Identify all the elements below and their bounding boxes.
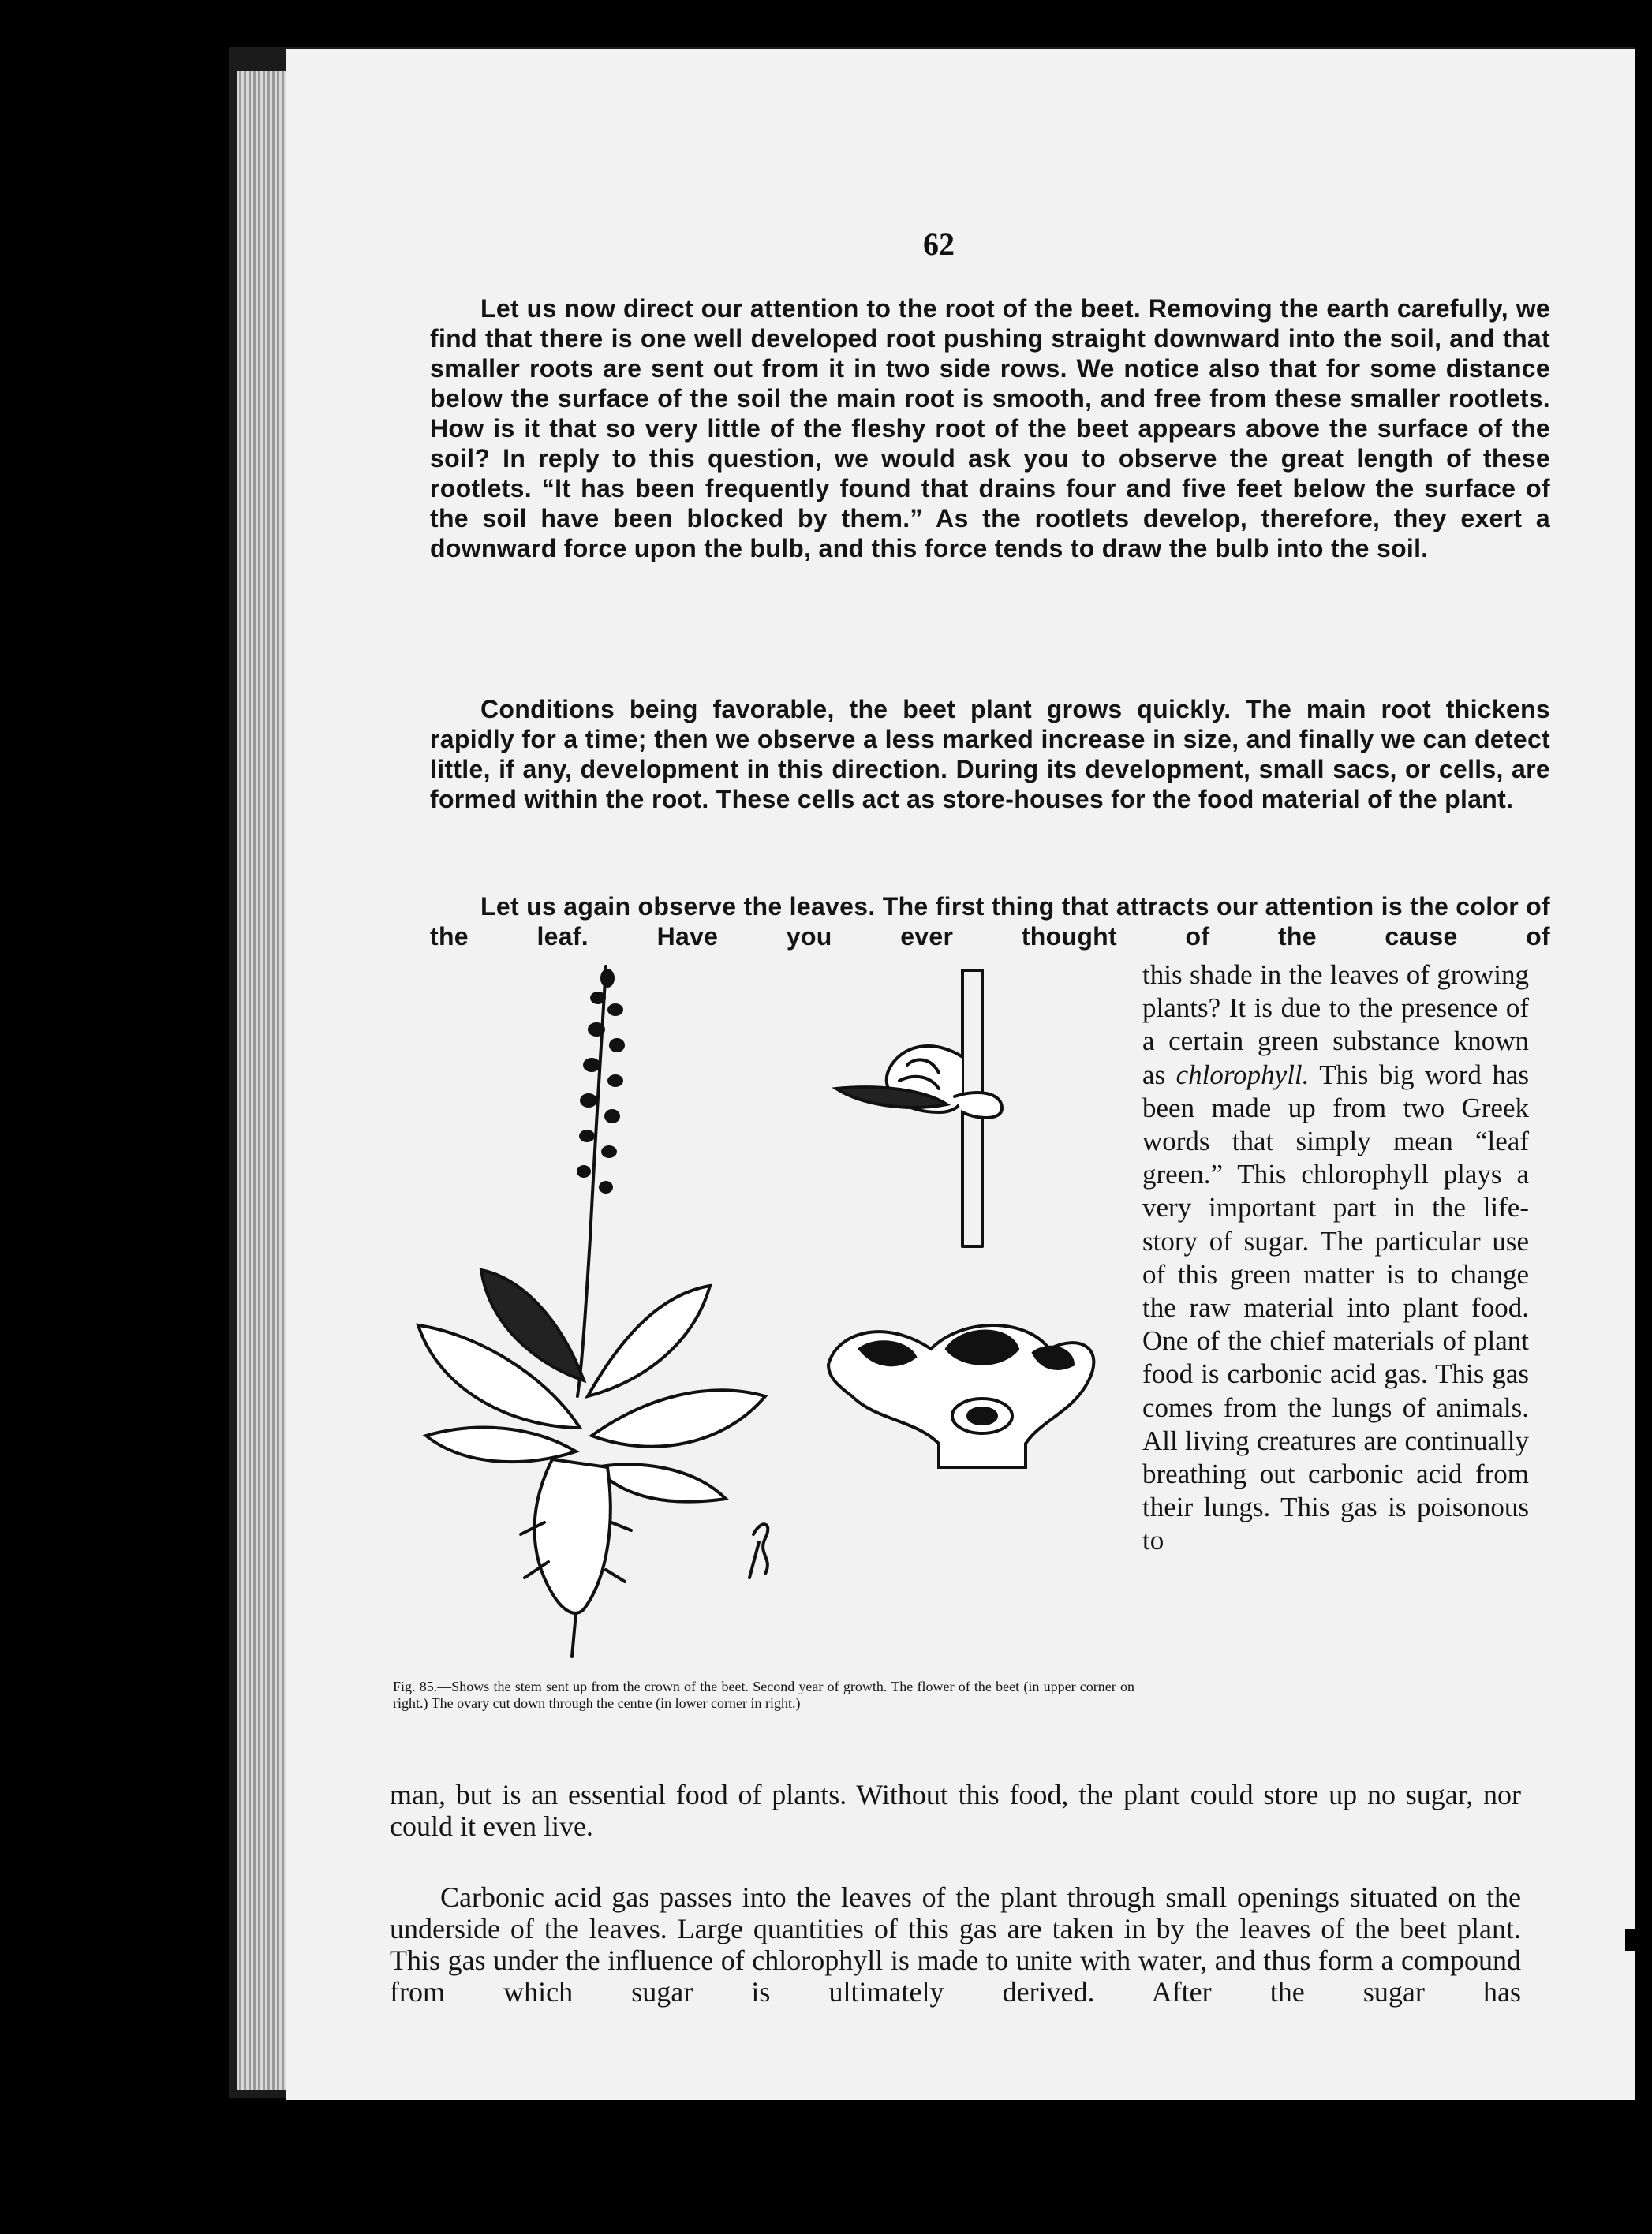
paragraph-text: Let us now direct our attention to the root of the beet. Removing the earth carefully, we find that there is one well developed root pushing straight downward into the soil, and that smaller roots are sent out from it in two side rows. We notice also that for some distance below the surface of the soil the main root is smooth, and free from these smaller rootlets. How is it that so very little of the fleshy root of the beet appears above the surface of the soil? In reply to this question, we would ask you to observe the great length of these rootlets. “It has been frequently found that drains four and five feet below the surface of the soil have been blocked by them.” As the rootlets develop, therefore, they exert a downward force upon the bulb, and this force tends to draw the bulb into the soil. (430, 294, 1550, 562)
scan-marker (1625, 1929, 1652, 1951)
taproot (572, 1613, 576, 1657)
paragraph-text: man, but is an essential food of plants. Without this food, the plant could store up no sugar, nor could it even live. (390, 1779, 1521, 1842)
side-text-before: this shade in the leaves of growing plants? It is due to the presence of a certain green substance known as (1142, 959, 1529, 1090)
scan-border (1635, 47, 1652, 2098)
paragraph-text: Conditions being favorable, the beet plant grows quickly. The main root thickens rapidly for a time; then we observe a less marked increase in size, and finally we can detect little, if any, development in this direction. During its development, small sacs, or cells, are formed within the root. These cells act as store-houses for the food material of the plant. (430, 695, 1550, 813)
paragraph-conditions (430, 694, 1550, 814)
page-number: 62 (923, 226, 955, 262)
leaf-lower-right (596, 1464, 726, 1501)
paragraph-leaves (430, 891, 1550, 951)
paragraph-text: Carbonic acid gas passes into the leaves of the plant through small openings situated on the underside of the leaves. Large quantities of this gas are taken in by the leaves of the beet plant. This gas under the influence of chlorophyll is made to unite with water, and thus form a compound from which sugar is ultimately derived. After the sugar has (390, 1881, 1521, 2008)
side-text-after: This big word has been made up from two Greek words that simply mean “leaf green.” This chlorophyll plays a very important part in the life-story of sugar. The particular use of this green matter is to change the raw material into plant food. One of the chief materials of plant food is carbonic acid gas. This gas comes from the lungs of animals. All living creatures are continually breathing out carbonic acid from their lungs. This gas is poisonous to (1142, 1059, 1529, 1556)
figure-caption: Fig. 85.—Shows the stem sent up from the crown of the beet. Second year of growth. The flower of the beet (in upper corner on right.) The ovary cut down through the centre (in lower corner in right.) (393, 1679, 1134, 1711)
paragraph-root-of-beet (430, 293, 1550, 563)
paragraph-continuation (390, 1779, 1521, 1842)
page-stack-edges (237, 71, 288, 2090)
beet-figure-svg (394, 954, 1152, 1664)
paragraph-carbonic-acid (390, 1881, 1521, 2008)
leaf-lower-left (426, 1428, 576, 1463)
artist-monogram (749, 1524, 768, 1578)
beet-root (535, 1459, 611, 1613)
side-column-text (1142, 958, 1529, 1558)
leaf-right-top (588, 1286, 710, 1396)
paragraph-text: Let us again observe the leaves. The first thing that attracts our attention is the color of the leaf. Have you ever thought of the cause of (430, 892, 1550, 951)
term-chlorophyll: chlorophyll. (1175, 1059, 1310, 1090)
seed-clusters (577, 969, 625, 1194)
leaf-right (592, 1390, 765, 1446)
beet-figure-illustration (394, 954, 1152, 1664)
